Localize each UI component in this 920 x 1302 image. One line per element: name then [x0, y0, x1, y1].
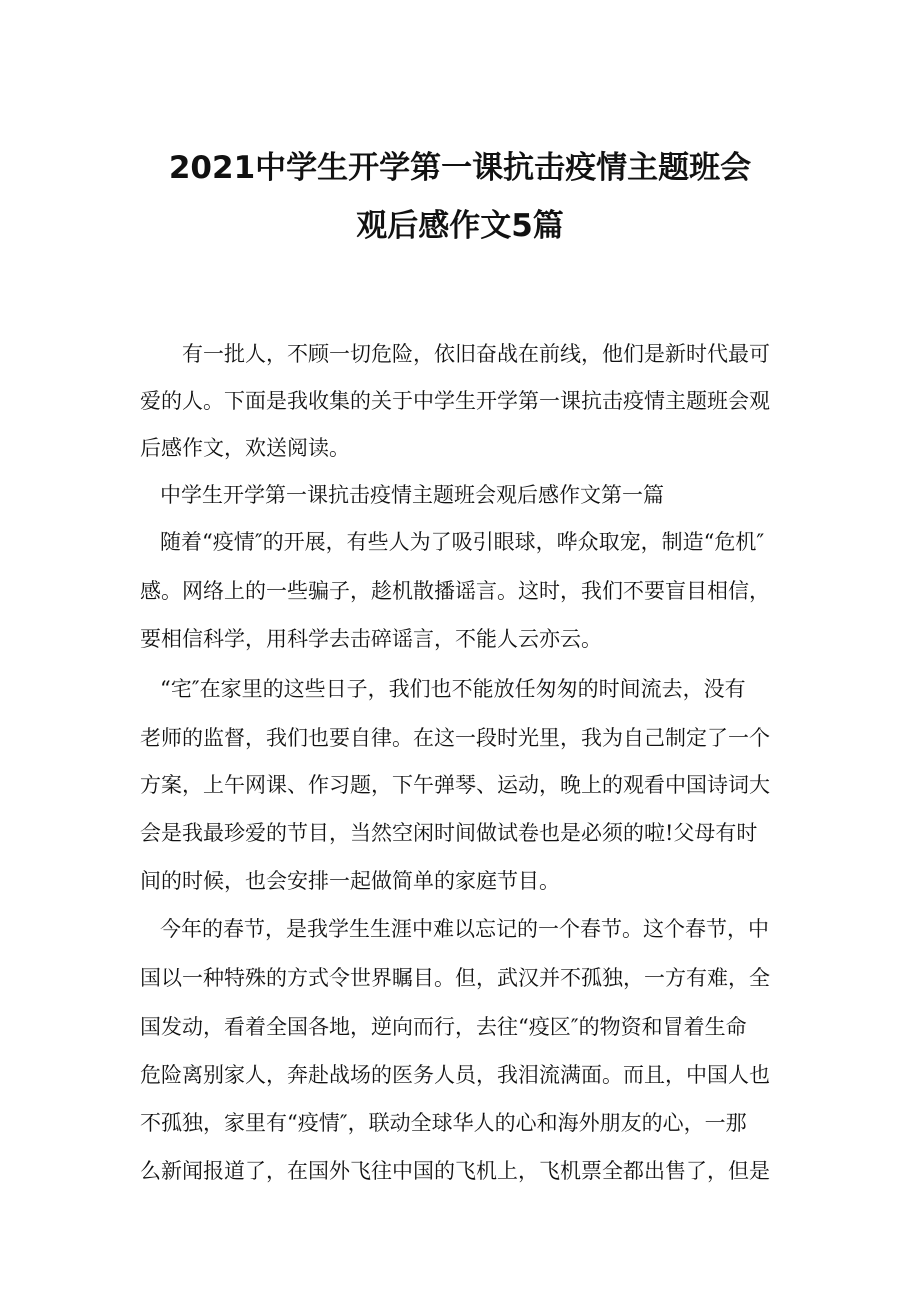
body-line: 今年的春节，是我学生生涯中难以忘记的一个春节。这个春节，中 — [160, 917, 769, 941]
body-line: 不孤独，家里有“疫情″，联动全球华人的心和海外朋友的心，一那 — [140, 1111, 747, 1135]
body-line: 国以一种特殊的方式令世界瞩目。但，武汉并不孤独，一方有难，全 — [140, 966, 770, 990]
body-line: 间的时候，也会安排一起做简单的家庭节目。 — [140, 869, 560, 893]
body-line: 要相信科学，用科学去击碎谣言，不能人云亦云。 — [140, 627, 602, 651]
body-line: 方案，上午网课、作习题，下午弹琴、运动，晚上的观看中国诗词大 — [140, 773, 770, 797]
body-line: 后感作文，欢送阅读。 — [140, 436, 350, 460]
body-line: 爱的人。下面是我收集的关于中学生开学第一课抗击疫情主题班会观 — [140, 389, 770, 413]
document-title-line-2: 观后感作文5篇 — [356, 208, 564, 244]
body-line: 随着“疫情″的开展，有些人为了吸引眼球，哗众取宠，制造“危机″ — [160, 530, 765, 554]
body-line: 危险离别家人，奔赴战场的医务人员，我泪流满面。而且，中国人也 — [140, 1063, 770, 1087]
body-line: 感。网络上的一些骗子，趁机散播谣言。这时，我们不要盲目相信， — [140, 579, 770, 603]
document-title-line-1: 2021中学生开学第一课抗击疫情主题班会 — [168, 150, 752, 186]
section-heading: 中学生开学第一课抗击疫情主题班会观后感作文第一篇 — [160, 483, 664, 507]
body-line: 国发动，看着全国各地，逆向而行，去往“疫区″的物资和冒着生命 — [140, 1015, 747, 1039]
body-line: “宅″在家里的这些日子，我们也不能放任匆匆的时间流去，没有 — [160, 677, 746, 701]
body-line: 有一批人，不顾一切危险，依旧奋战在前线，他们是新时代最可 — [182, 342, 770, 366]
body-line: 老师的监督，我们也要自律。在这一段时光里，我为自己制定了一个 — [140, 726, 770, 750]
body-line: 么新闻报道了，在国外飞往中国的飞机上，飞机票全都出售了，但是 — [140, 1159, 770, 1183]
body-line: 会是我最珍爱的节目，当然空闲时间做试卷也是必须的啦!父母有时 — [140, 821, 758, 845]
